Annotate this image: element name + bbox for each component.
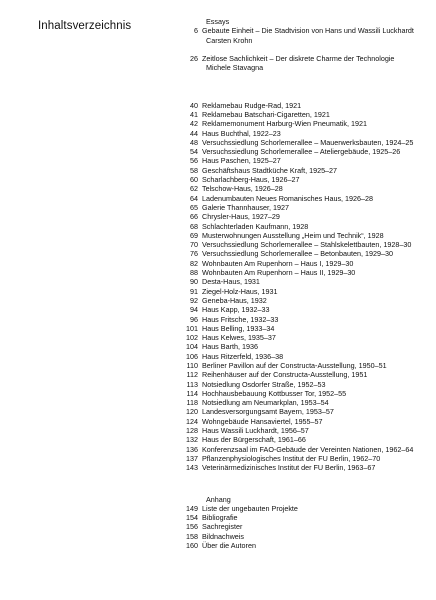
toc-row	[170, 101, 430, 110]
page-number: 76	[190, 249, 198, 259]
toc-row	[170, 370, 430, 379]
toc-row	[170, 54, 430, 63]
page-number: 26	[190, 54, 198, 64]
essays-heading: Essays	[206, 17, 230, 26]
toc-row	[170, 175, 430, 184]
toc-row	[170, 445, 430, 454]
page-number: 114	[186, 388, 198, 398]
page-number: 66	[190, 212, 198, 222]
entry-title: Bildnachweis	[202, 531, 244, 541]
entry-title: Haus Kapp, 1932–33	[202, 305, 270, 315]
entry-title: Sachregister	[202, 522, 243, 532]
entry-title: Chrysler-Haus, 1927–29	[202, 212, 280, 222]
toc-row	[170, 389, 430, 398]
toc-row	[170, 184, 430, 193]
page-title: Inhaltsverzeichnis	[38, 20, 132, 32]
page-number: 106	[186, 351, 198, 361]
toc-row	[170, 342, 430, 351]
page-number: 41	[190, 109, 198, 119]
entry-title: Pflanzenphysiologisches Institut der FU Berlin, 1962–70	[202, 453, 381, 463]
page-number: 132	[186, 435, 198, 445]
entry-title: Haus Belling, 1933–34	[202, 323, 275, 333]
entry-title: Konferenzsaal im FAO-Gebäude der Vereinten Nationen, 1962–64	[202, 444, 414, 454]
toc-row	[170, 147, 430, 156]
page-number: 56	[190, 156, 198, 166]
entry-title: Ziegel-Holz-Haus, 1931	[202, 286, 278, 296]
toc-row	[170, 454, 430, 463]
entry-title: Hochhausbebauung Kottbusser Tor, 1952–55	[202, 388, 347, 398]
entry-title: Reklamebau Rudge-Rad, 1921	[202, 100, 302, 110]
toc-row	[170, 522, 430, 531]
page-number: 120	[186, 407, 198, 417]
entry-title: Versuchssiedlung Schorlemerallee – Betonbauten, 1929–30	[202, 249, 394, 259]
page-number: 143	[186, 463, 198, 473]
toc-row	[170, 222, 430, 231]
page-number: 110	[186, 360, 198, 370]
page-number: 44	[190, 128, 198, 138]
toc-row	[170, 138, 430, 147]
essay-entry	[170, 54, 430, 73]
page-number: 60	[190, 175, 198, 185]
toc-row	[170, 249, 430, 258]
page-number: 82	[190, 258, 198, 268]
entry-title: Versuchssiedlung Schorlemerallee – Ateliergebäude, 1925–26	[202, 147, 401, 157]
toc-row	[170, 463, 430, 472]
entry-title: Telschow-Haus, 1926–28	[202, 184, 283, 194]
entry-title: Notsiedlung am Neumarkplan, 1953–54	[202, 398, 329, 408]
page-number: 118	[186, 398, 198, 408]
table-of-contents	[170, 17, 430, 550]
entry-title: Reihenhäuser auf der Constructa-Ausstellung, 1951	[202, 370, 368, 380]
page-number: 68	[190, 221, 198, 231]
toc-row	[170, 324, 430, 333]
entry-title: Zeitlose Sachlichkeit – Der diskrete Charme der Technologie	[202, 54, 395, 64]
page-number: 113	[186, 379, 198, 389]
entry-title: Versuchssiedlung Schorlemerallee – Mauerwerksbauten, 1924–25	[202, 137, 414, 147]
toc-row	[170, 361, 430, 370]
entry-title: Galerie Thannhauser, 1927	[202, 202, 289, 212]
entry-title: Haus Buchthal, 1922–23	[202, 128, 281, 138]
toc-row	[170, 296, 430, 305]
toc-row	[170, 352, 430, 361]
toc-row	[170, 315, 430, 324]
entry-title: Reklamebau Batschari-Cigaretten, 1921	[202, 109, 330, 119]
page-number: 102	[186, 333, 198, 343]
entry-title: Über die Autoren	[202, 541, 256, 551]
toc-row	[170, 333, 430, 342]
entry-title: Bibliografie	[202, 513, 238, 523]
page-number: 149	[186, 503, 198, 513]
toc-row	[170, 203, 430, 212]
toc-row	[170, 212, 430, 221]
entry-title: Veterinärmedizinisches Institut der FU Berlin, 1963–67	[202, 463, 376, 473]
page-number: 154	[186, 513, 198, 523]
entry-title: Schlachterladen Kaufmann, 1928	[202, 221, 309, 231]
entry-title: Haus Wassili Luckhardt, 1956–57	[202, 426, 309, 436]
toc-row	[170, 532, 430, 541]
toc-row	[170, 156, 430, 165]
entry-title: Liste der ungebauten Projekte	[202, 503, 298, 513]
toc-row	[170, 194, 430, 203]
entry-title: Scharlachberg-Haus, 1926–27	[202, 175, 300, 185]
page-number: 90	[190, 277, 198, 287]
toc-row	[170, 398, 430, 407]
entry-title: Desta-Haus, 1931	[202, 277, 260, 287]
page-number: 94	[190, 305, 198, 315]
entry-title: Gebaute Einheit – Die Stadtvision von Hans und Wassili Luckhardt	[202, 26, 414, 36]
page-number: 91	[190, 286, 198, 296]
toc-row	[170, 407, 430, 416]
toc-row	[170, 166, 430, 175]
entry-title: Haus Barth, 1936	[202, 342, 258, 352]
toc-row	[170, 119, 430, 128]
page-number: 112	[186, 370, 198, 380]
toc-row	[170, 277, 430, 286]
page-number: 70	[190, 240, 198, 250]
toc-row	[170, 240, 430, 249]
page-number: 101	[186, 323, 198, 333]
entry-title: Geschäftshaus Stadtküche Kraft, 1925–27	[202, 165, 338, 175]
page-number: 128	[186, 426, 198, 436]
entry-title: Ladenumbauten Neues Romanisches Haus, 1926–28	[202, 193, 374, 203]
entry-title: Geneba-Haus, 1932	[202, 295, 267, 305]
entry-title: Wohnbauten Am Rupenhorn – Haus I, 1929–30	[202, 258, 354, 268]
anhang-heading: Anhang	[206, 494, 231, 504]
toc-row	[170, 426, 430, 435]
toc-row	[170, 110, 430, 119]
entry-title: Versuchssiedlung Schorlemerallee – Stahlskelettbauten, 1928–30	[202, 240, 412, 250]
entry-title: Haus Kelwes, 1935–37	[202, 333, 276, 343]
entry-title: Berliner Pavillon auf der Constructa-Ausstellung, 1950–51	[202, 360, 387, 370]
toc-row	[170, 259, 430, 268]
toc-row	[170, 417, 430, 426]
page-number: 88	[190, 268, 198, 278]
entry-author: Carsten Krohn	[206, 35, 253, 45]
page-number: 156	[186, 522, 198, 532]
toc-row	[170, 26, 430, 35]
page-number: 96	[190, 314, 198, 324]
page-number: 65	[190, 202, 198, 212]
page-number: 6	[194, 26, 198, 36]
page-number: 40	[190, 100, 198, 110]
entry-title: Wohnbauten Am Rupenhorn – Haus II, 1929–30	[202, 268, 356, 278]
entry-title: Landesversorgungsamt Bayern, 1953–57	[202, 407, 334, 417]
page-number: 58	[190, 165, 198, 175]
entry-author: Michele Stavagna	[206, 63, 264, 73]
toc-row	[170, 305, 430, 314]
page-number: 124	[186, 416, 198, 426]
entry-title: Haus Fritsche, 1932–33	[202, 314, 279, 324]
essay-entry	[170, 26, 430, 45]
toc-row	[170, 513, 430, 522]
page-number: 69	[190, 230, 198, 240]
page-number: 136	[186, 444, 198, 454]
page-number: 158	[186, 531, 198, 541]
page-number: 137	[186, 453, 198, 463]
toc-row	[170, 504, 430, 513]
page-number: 62	[190, 184, 198, 194]
entry-title: Wohngebäude Hansaviertel, 1955–57	[202, 416, 323, 426]
entry-title: Haus der Bürgerschaft, 1961–66	[202, 435, 306, 445]
entry-title: Reklamemonument Harburg-Wien Pneumatik, 1921	[202, 119, 367, 129]
page-number: 48	[190, 137, 198, 147]
page-number: 64	[190, 193, 198, 203]
page-number: 42	[190, 119, 198, 129]
page-number: 160	[186, 541, 198, 551]
page-number: 54	[190, 147, 198, 157]
toc-row	[170, 435, 430, 444]
works-list	[170, 101, 430, 473]
entry-title: Musterwohnungen Ausstellung „Heim und Technik“, 1928	[202, 230, 384, 240]
entry-title: Notsiedlung Osdorfer Straße, 1952–53	[202, 379, 326, 389]
toc-row	[170, 541, 430, 550]
toc-row	[170, 287, 430, 296]
entry-title: Haus Paschen, 1925–27	[202, 156, 281, 166]
anhang-list	[170, 504, 430, 550]
entry-title: Haus Ritzerfeld, 1936–38	[202, 351, 284, 361]
toc-row	[170, 380, 430, 389]
toc-row	[170, 129, 430, 138]
toc-row	[170, 268, 430, 277]
page-number: 92	[190, 295, 198, 305]
page-number: 104	[186, 342, 198, 352]
toc-row	[170, 231, 430, 240]
